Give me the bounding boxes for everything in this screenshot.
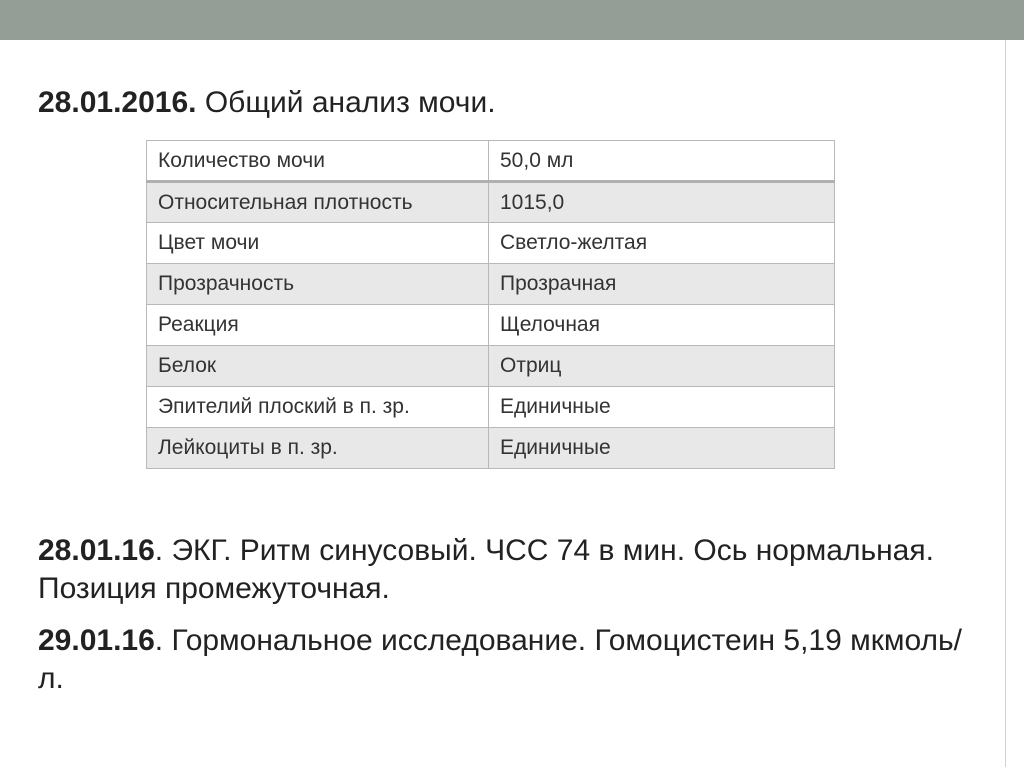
- heading-text: Общий анализ мочи.: [196, 86, 496, 119]
- table-cell-parameter: Количество мочи: [147, 141, 489, 182]
- table-cell-value: Щелочная: [489, 305, 835, 346]
- table-cell-parameter: Относительная плотность: [147, 182, 489, 223]
- table-cell-parameter: Реакция: [147, 305, 489, 346]
- top-bar: [0, 0, 1024, 40]
- ecg-paragraph: [38, 532, 978, 608]
- table-cell-value: 50,0 мл: [489, 141, 835, 182]
- slide-heading: [38, 84, 496, 122]
- table-cell-parameter: Цвет мочи: [147, 223, 489, 264]
- hormone-date: 29.01.16: [38, 624, 155, 657]
- table-cell-value: Единичные: [489, 428, 835, 469]
- urinalysis-table: [146, 140, 835, 469]
- table-row: [147, 264, 835, 305]
- table-cell-value: Отриц: [489, 346, 835, 387]
- table-row: [147, 223, 835, 264]
- table-row: [147, 182, 835, 223]
- hormone-paragraph: [38, 622, 978, 698]
- table-row: [147, 305, 835, 346]
- heading-date: 28.01.2016.: [38, 86, 197, 119]
- table-cell-parameter: Эпителий плоский в п. зр.: [147, 387, 489, 428]
- ecg-date: 28.01.16: [38, 534, 155, 567]
- table-row: [147, 346, 835, 387]
- table-cell-parameter: Прозрачность: [147, 264, 489, 305]
- table-cell-parameter: Белок: [147, 346, 489, 387]
- table-cell-value: Прозрачная: [489, 264, 835, 305]
- table-cell-value: Светло-желтая: [489, 223, 835, 264]
- hormone-text: . Гормональное исследование. Гомоцистеин 5,19 мкмоль/л.: [38, 624, 962, 695]
- table-cell-value: Единичные: [489, 387, 835, 428]
- right-divider-line: [1005, 40, 1006, 767]
- table-cell-parameter: Лейкоциты в п. зр.: [147, 428, 489, 469]
- table-row: [147, 428, 835, 469]
- ecg-text: . ЭКГ. Ритм синусовый. ЧСС 74 в мин. Ось нормальная. Позиция промежуточная.: [38, 534, 934, 605]
- table-row: [147, 387, 835, 428]
- table-cell-value: 1015,0: [489, 182, 835, 223]
- table-row: [147, 141, 835, 182]
